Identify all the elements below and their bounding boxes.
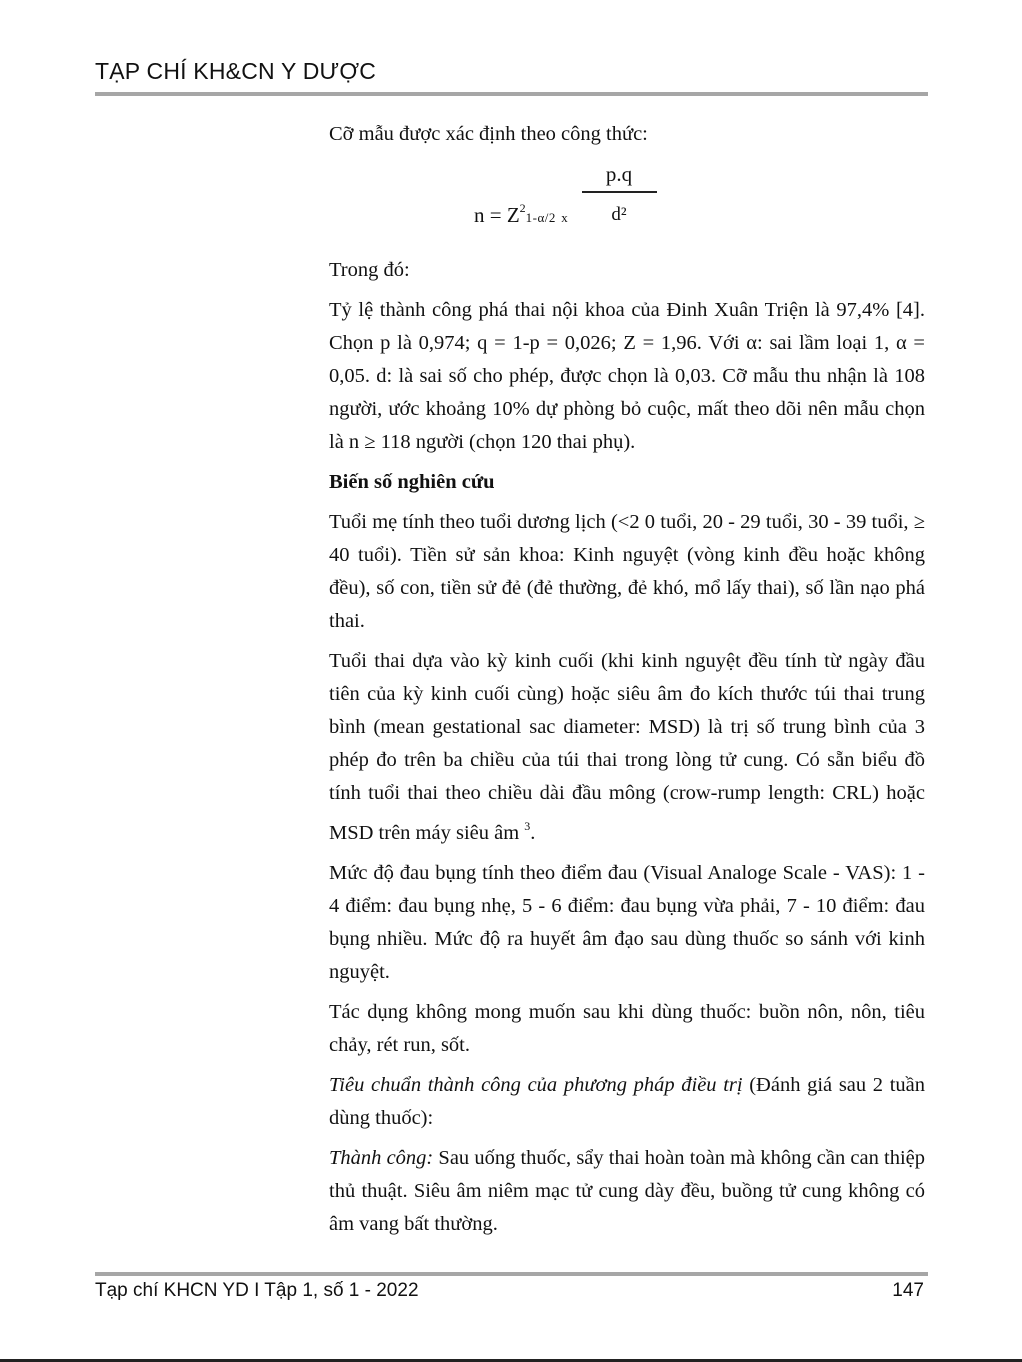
formula-lhs: $n = Z^21-\alpha/2$ x [474, 201, 569, 227]
paragraph-pain-level: Mức độ đau bụng tính theo điểm đau (Visual Analoge Scale - VAS): 1 - 4 điểm: đau bụng nhẹ, 5 - 6 điểm: đau bụng vừa phải, 7 - 10 điểm: đau bụng nhiều. Mức độ ra huyết âm đạo sau dùng thuốc so sánh với kinh nguyệt. [329, 862, 925, 983]
where-label: Trong đó: [329, 259, 410, 281]
paragraph-side-effects: Tác dụng không mong muốn sau khi dùng thuốc: buồn nôn, nôn, tiêu chảy, rét run, sốt. [329, 1001, 925, 1056]
paragraph-success-definition: Thành công: Sau uống thuốc, sẩy thai hoàn toàn mà không cần can thiệp thủ thuật. Siêu âm niêm mạc tử cung dày đều, buồng tử cung không có âm vang bất thường. [329, 1147, 926, 1235]
footer-rule [95, 1272, 928, 1276]
sample-size-formula [329, 158, 925, 250]
fraction-bar [582, 191, 657, 193]
formula-numerator: p.q [605, 162, 633, 186]
paragraph-gestational-age: Tuổi thai dựa vào kỳ kinh cuối (khi kinh nguyệt đều tính từ ngày đầu tiên của kỳ kinh cuối cùng) hoặc siêu âm đo kích thước túi thai trung bình (mean gestational sac diameter: MSD) là trị số trung bình của 3 phép đo trên ba chiều của túi thai trong lòng tử cung. Có sẵn biểu đồ tính tuổi thai theo chiều dài đầu mông (crow-rump length: CRL) hoặc MSD trên máy siêu âm $^3$. [329, 650, 925, 844]
header-rule [95, 92, 928, 96]
journal-header-title: TẠP CHÍ KH&CN Y DƯỢC [95, 58, 377, 84]
formula-subscript: 1-α/2 [525, 210, 556, 225]
paragraph-maternal-age: Tuổi mẹ tính theo tuổi dương lịch (<2 0 tuổi, 20 - 29 tuổi, 30 - 39 tuổi, ≥ 40 tuổi). Tiền sử sản khoa: Kinh nguyệt (vòng kinh đều hoặc không đều), số con, tiền sử đẻ (đẻ thường, đẻ khó, mổ lấy thai), số lần nạo phá thai. [329, 511, 925, 632]
citation-ref: 3 [524, 819, 531, 833]
paragraph-sample-size: Tỷ lệ thành công phá thai nội khoa của Đinh Xuân Triện là 97,4% [4]. Chọn p là 0,974; q = 1-p = 0,026; Z = 1,96. Với α: sai lầm loại 1, α = 0,05. d: là sai số cho phép, được chọn là 0,03. Cỡ mẫu thu nhận là 108 người, ước khoảng 10% dự phòng bỏ cuộc, mất theo dõi nên mẫu chọn là n ≥ 118 người (chọn 120 thai phụ). [329, 299, 925, 453]
formula-exponent: 2 [519, 201, 526, 215]
formula-denominator: d² [611, 204, 627, 225]
paragraph-success-criteria: Tiêu chuẩn thành công của phương pháp điều trị (Đánh giá sau 2 tuần dùng thuốc): [329, 1074, 925, 1129]
article-body [329, 118, 925, 1248]
page-number: 147 [892, 1280, 924, 1301]
formula-times: x [561, 210, 569, 225]
formula-intro: Cỡ mẫu được xác định theo công thức: [329, 123, 648, 145]
footer-journal-info: Tạp chí KHCN YD I Tập 1, số 1 - 2022 [95, 1280, 419, 1301]
section-heading: Biến số nghiên cứu [329, 471, 495, 493]
